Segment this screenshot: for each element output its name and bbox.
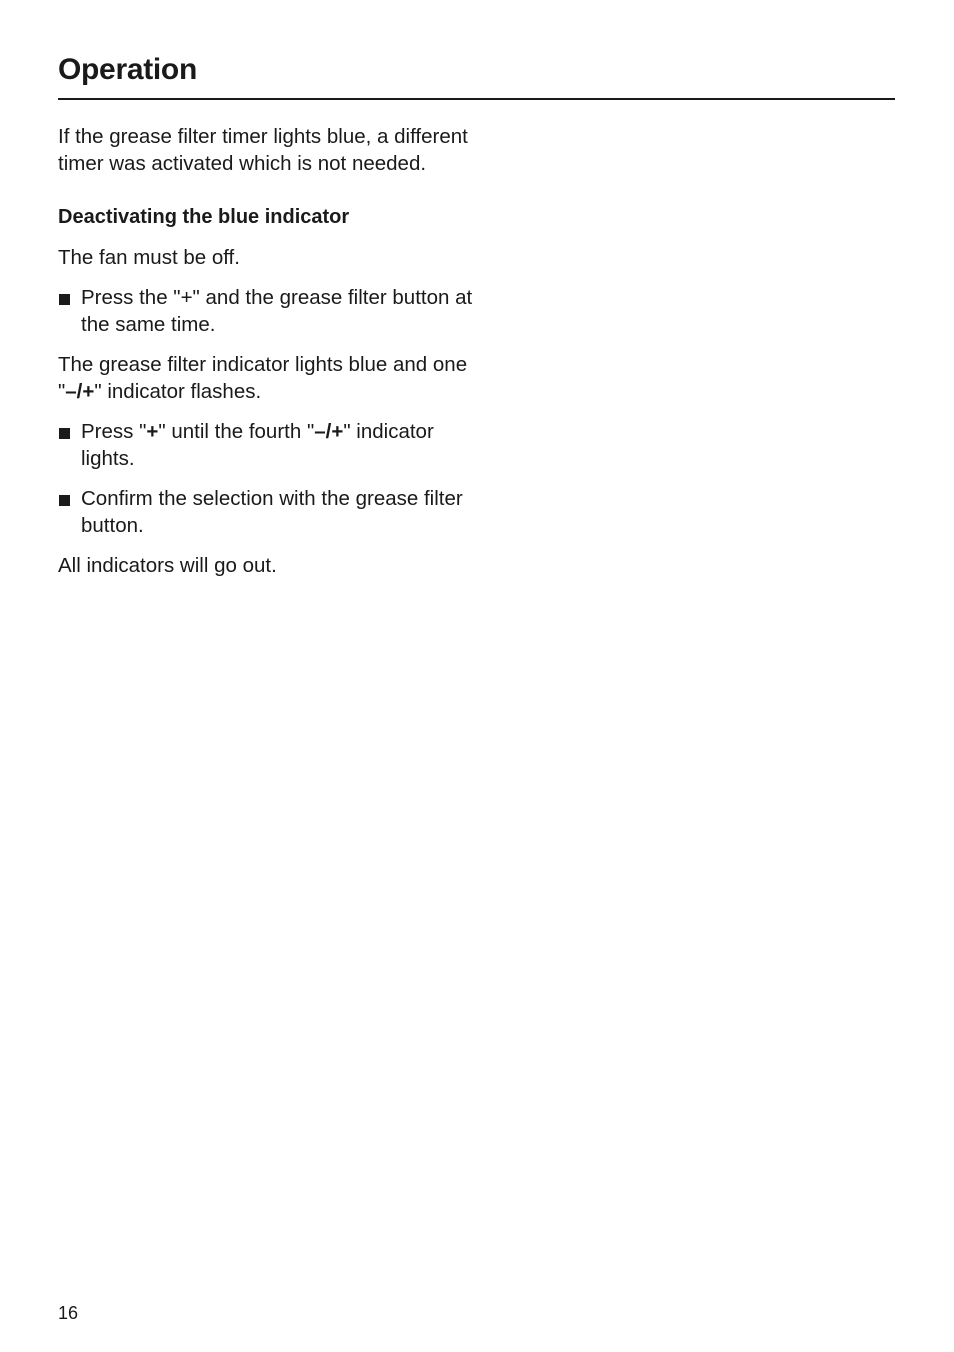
square-bullet-icon <box>59 428 70 439</box>
step-1-text: Press the "+" and the grease filter button at the same time. <box>81 286 473 336</box>
minus-plus-symbol: –/+ <box>65 380 95 403</box>
precondition-text: The fan must be off. <box>58 246 240 269</box>
page-content <box>58 123 478 592</box>
result-paragraph-1 <box>58 351 478 405</box>
plus-symbol: + <box>146 420 159 443</box>
instruction-step-2 <box>58 418 478 472</box>
result-1-text-start: The grease filter indicator lights blue and one " <box>58 353 468 403</box>
step-3-text: Confirm the selection with the grease filter button. <box>81 487 463 537</box>
instruction-step-1 <box>58 284 478 338</box>
step-2-text <box>81 420 434 470</box>
result-1-text-end: " indicator flashes. <box>94 380 262 403</box>
final-result-text: All indicators will go out. <box>58 554 277 577</box>
instruction-step-3 <box>58 485 478 539</box>
page-number: 16 <box>58 1303 79 1323</box>
square-bullet-icon <box>59 495 70 506</box>
intro-paragraph: If the grease filter timer lights blue, a different timer was activated which is not needed. <box>58 125 468 175</box>
step-2-text-middle: " until the fourth " <box>158 420 315 443</box>
title-divider <box>58 98 895 100</box>
minus-plus-symbol: –/+ <box>314 420 344 443</box>
step-2-text-start: Press " <box>81 420 147 443</box>
step-2-text-end: " indicator lights. <box>81 420 434 470</box>
section-heading: Deactivating the blue indicator <box>58 206 350 228</box>
page-title: Operation <box>58 53 197 86</box>
square-bullet-icon <box>59 294 70 305</box>
